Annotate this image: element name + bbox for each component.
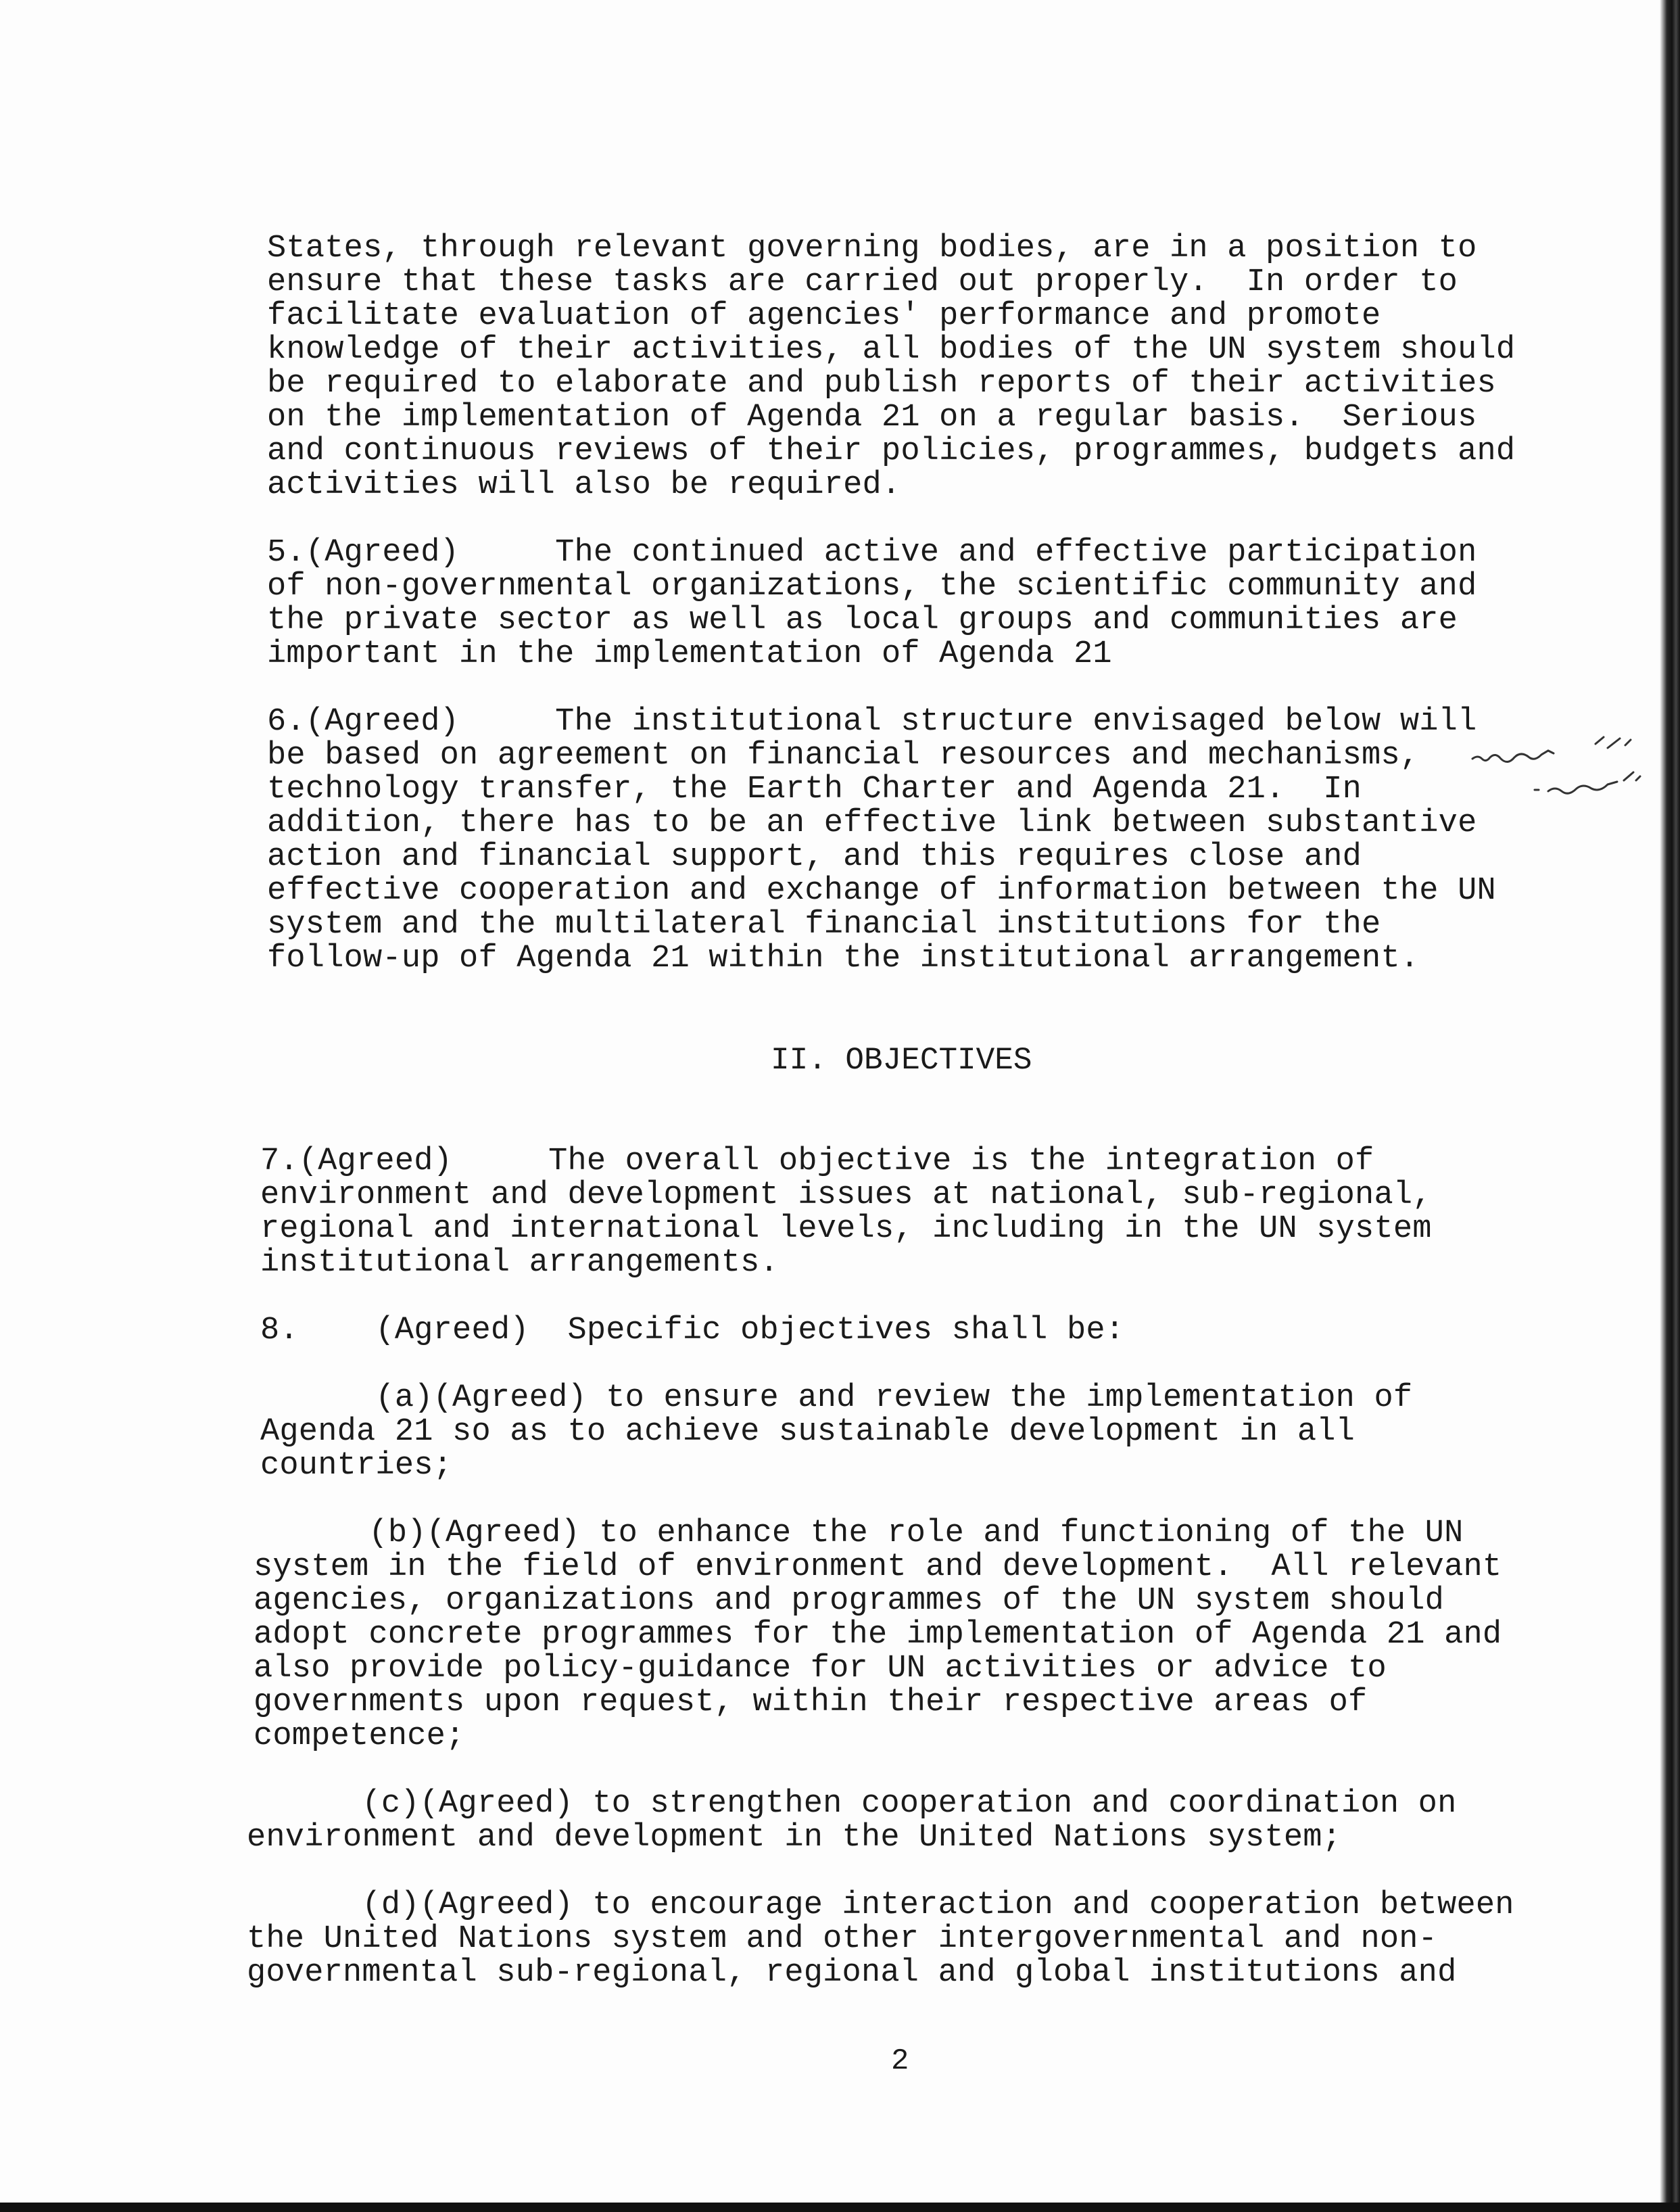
text-line: (d)(Agreed) to encourage interaction and cooperation between bbox=[247, 1887, 1514, 1923]
text-line: environment and development in the United Nations system; bbox=[247, 1820, 1342, 1856]
text-line: States, through relevant governing bodies, are in a position to bbox=[267, 231, 1477, 266]
text-line: be required to elaborate and publish reports of their activities bbox=[267, 366, 1496, 402]
text-line: 8. (Agreed) Specific objectives shall be: bbox=[260, 1313, 1125, 1348]
section-heading: II. OBJECTIVES bbox=[771, 1043, 1032, 1078]
text-line: also provide policy-guidance for UN activities or advice to bbox=[254, 1651, 1387, 1687]
text-line: follow-up of Agenda 21 within the institutional arrangement. bbox=[267, 941, 1420, 976]
text-line: competence; bbox=[254, 1718, 465, 1754]
text-line: the private sector as well as local groups and communities are bbox=[267, 603, 1458, 638]
text-line: (b)(Agreed) to enhance the role and functioning of the UN bbox=[254, 1515, 1464, 1551]
text-line: technology transfer, the Earth Charter and Agenda 21. In bbox=[267, 772, 1362, 807]
text-line: 7.(Agreed) The overall objective is the integration of bbox=[260, 1144, 1374, 1179]
text-line: countries; bbox=[260, 1448, 453, 1484]
text-line: (a)(Agreed) to ensure and review the implementation of bbox=[260, 1380, 1413, 1416]
text-line: institutional arrangements. bbox=[260, 1245, 779, 1281]
text-line: and continuous reviews of their policies, programmes, budgets and bbox=[267, 433, 1516, 469]
text-line: governmental sub-regional, regional and global institutions and bbox=[247, 1955, 1457, 1991]
text-line: action and financial support, and this requires close and bbox=[267, 839, 1362, 875]
scan-edge-bottom bbox=[0, 2203, 1680, 2212]
text-line: knowledge of their activities, all bodies of the UN system should bbox=[267, 332, 1516, 368]
text-line: Agenda 21 so as to achieve sustainable development in all bbox=[260, 1414, 1355, 1450]
text-line: agencies, organizations and programmes of the UN system should bbox=[254, 1583, 1445, 1619]
text-line: governments upon request, within their respective areas of bbox=[254, 1685, 1368, 1720]
page-number: 2 bbox=[891, 2044, 909, 2078]
text-line: regional and international levels, including in the UN system bbox=[260, 1211, 1432, 1247]
text-line: environment and development issues at national, sub-regional, bbox=[260, 1177, 1432, 1213]
text-line: activities will also be required. bbox=[267, 467, 901, 503]
text-line: the United Nations system and other intergovernmental and non- bbox=[247, 1921, 1438, 1957]
text-line: ensure that these tasks are carried out properly. In order to bbox=[267, 264, 1458, 300]
text-line: system in the field of environment and development. All relevant bbox=[254, 1549, 1502, 1585]
text-line: system and the multilateral financial institutions for the bbox=[267, 907, 1381, 943]
text-line: effective cooperation and exchange of information between the UN bbox=[267, 873, 1496, 909]
text-line: addition, there has to be an effective link between substantive bbox=[267, 805, 1477, 841]
text-line: 5.(Agreed) The continued active and effective participation bbox=[267, 535, 1477, 571]
text-line: on the implementation of Agenda 21 on a regular basis. Serious bbox=[267, 400, 1477, 436]
scan-edge-right bbox=[1660, 0, 1680, 2212]
text-line: 6.(Agreed) The institutional structure envisaged below will bbox=[267, 704, 1477, 740]
text-line: of non-governmental organizations, the scientific community and bbox=[267, 569, 1477, 605]
text-line: be based on agreement on financial resources and mechanisms, bbox=[267, 738, 1420, 774]
text-line: facilitate evaluation of agencies' performance and promote bbox=[267, 298, 1381, 334]
text-line: adopt concrete programmes for the implementation of Agenda 21 and bbox=[254, 1617, 1502, 1653]
text-line: (c)(Agreed) to strengthen cooperation and coordination on bbox=[247, 1786, 1457, 1822]
text-line: important in the implementation of Agenda 21 bbox=[267, 636, 1112, 672]
